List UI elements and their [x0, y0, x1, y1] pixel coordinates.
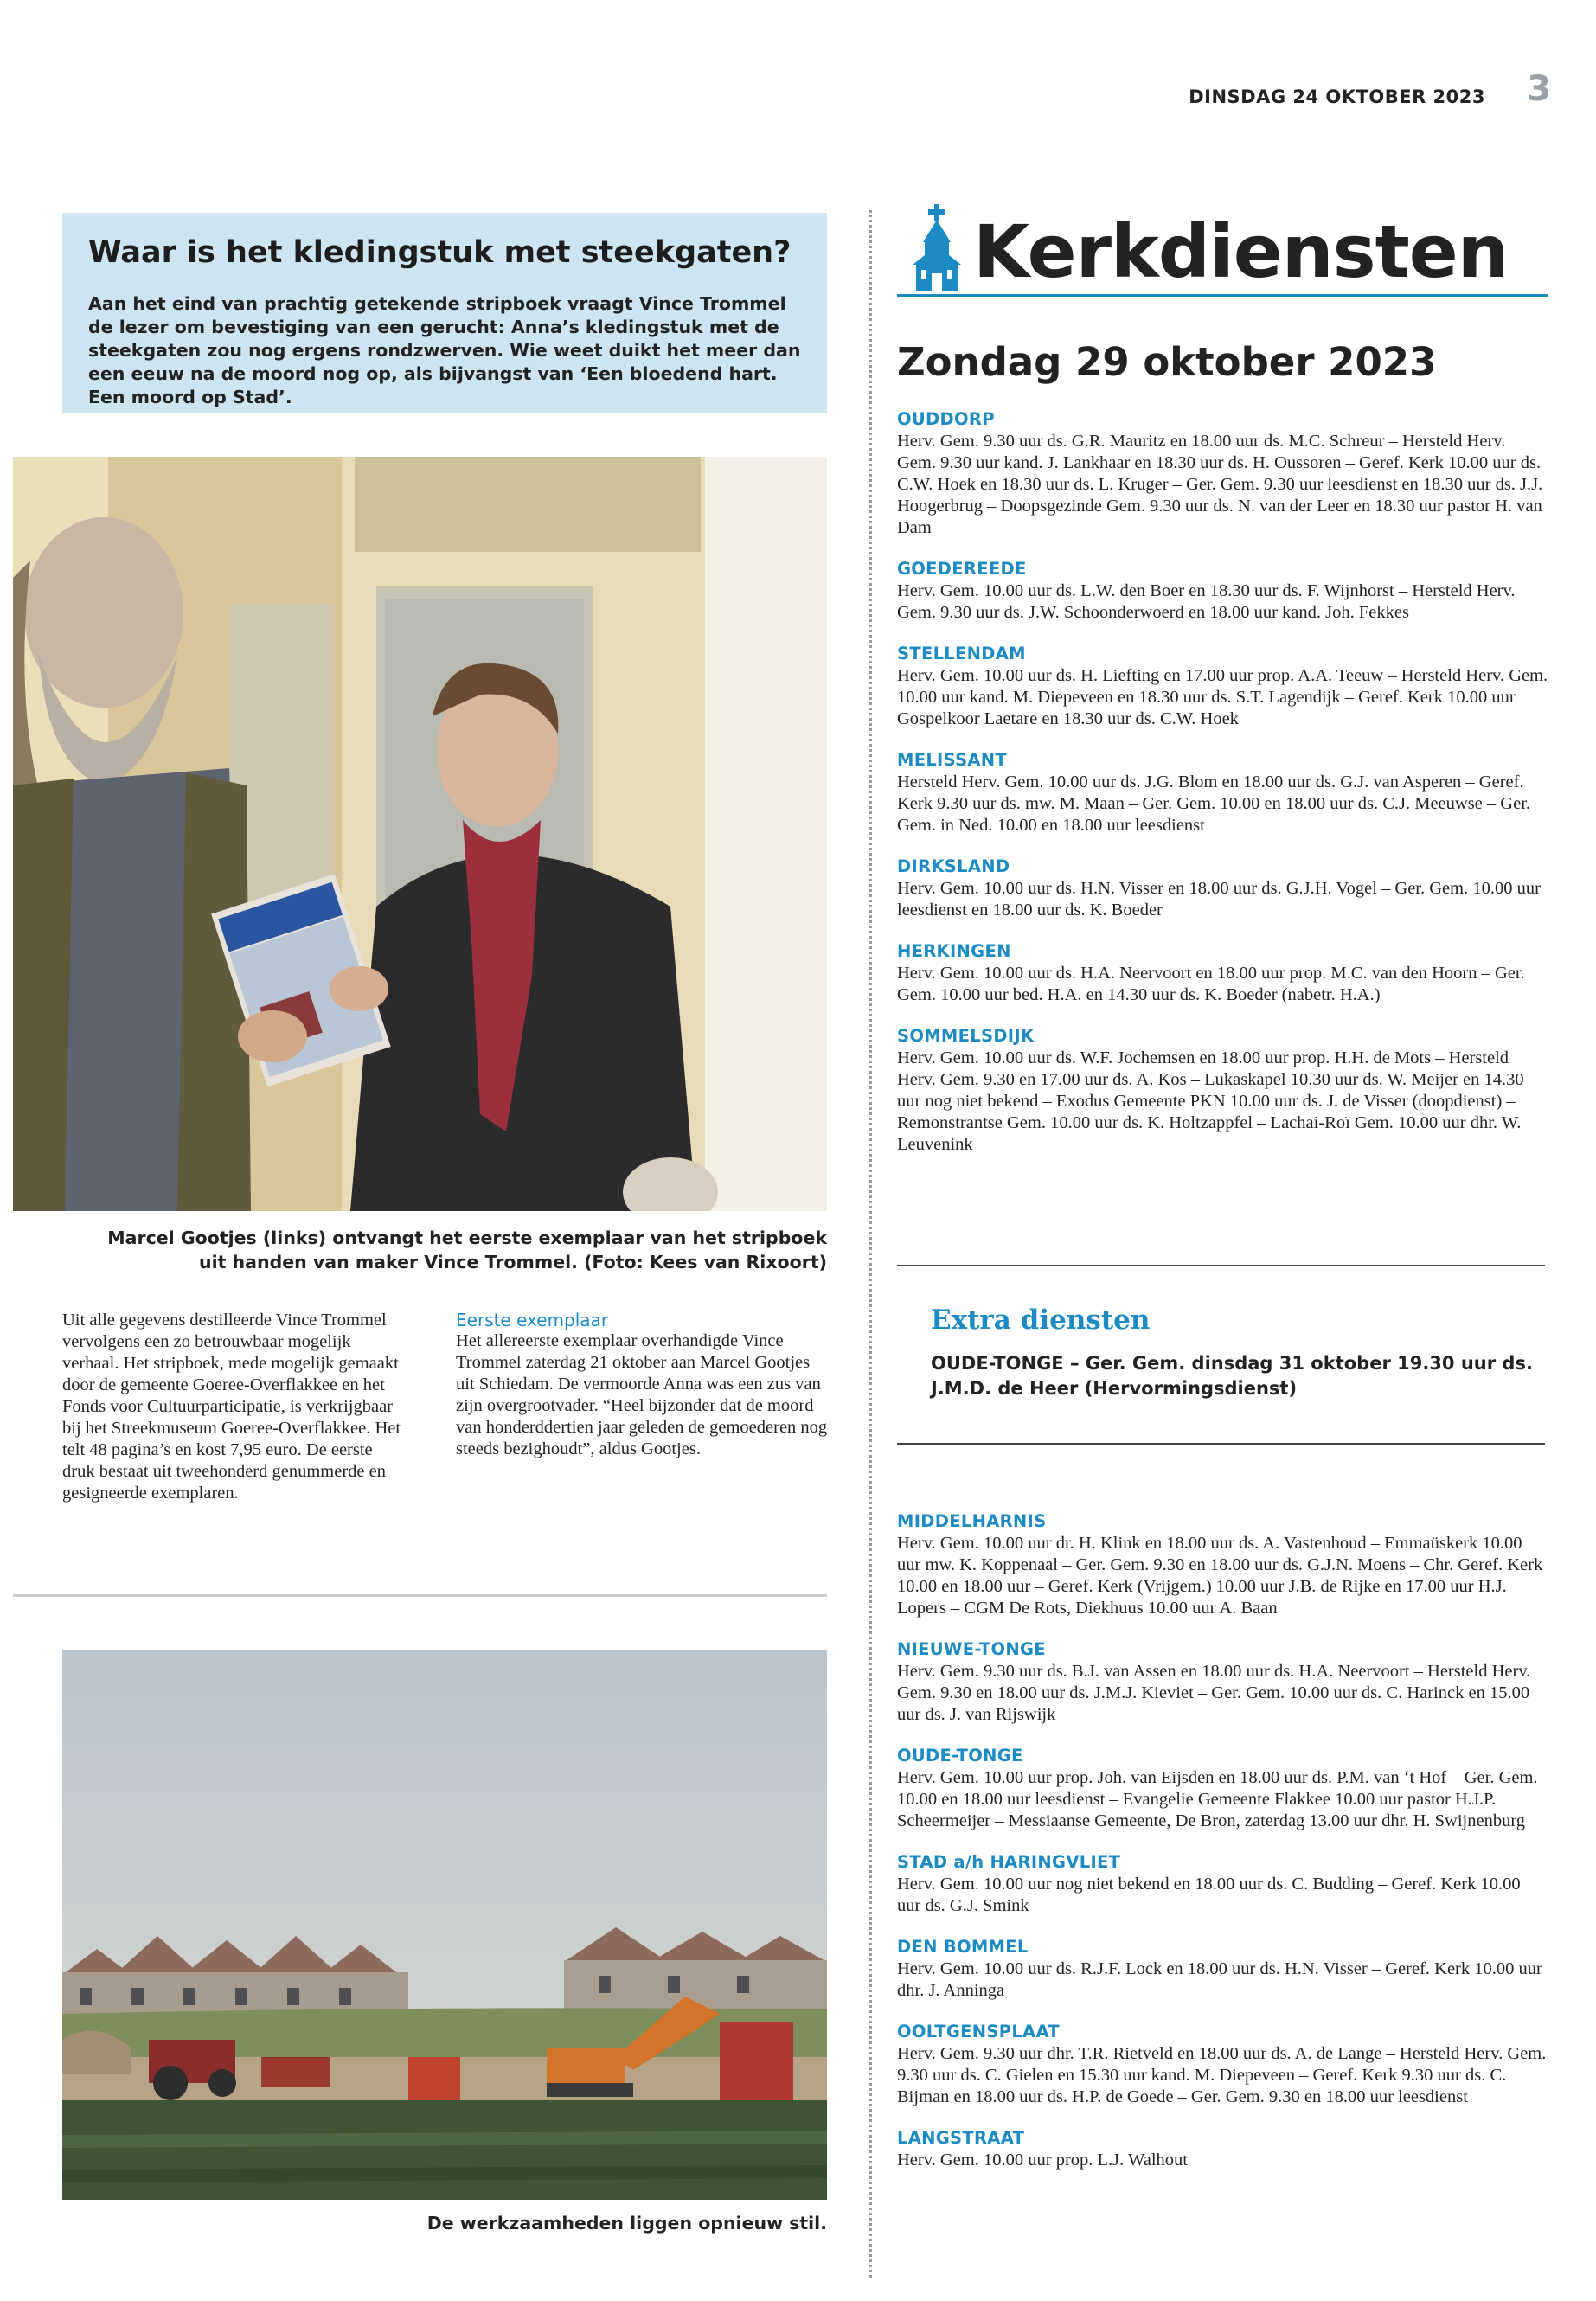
extra-services-box: [931, 1304, 1536, 1401]
article-column-2-text: Het allereerste exemplaar overhandigde Vince Trommel zaterdag 21 oktober aan Marcel Gootjes uit Schiedam. De vermoorde Anna was een zus van zijn overgrootvader. “Heel bijzonder dat de moord van honderddertien jaar geleden de gemoederen nog steeds bezighoudt”, aldus Gootjes.: [456, 1331, 828, 1458]
section-rule: [897, 294, 1548, 297]
services-list-top: [897, 408, 1548, 1175]
info-box-title: Waar is het kledingstuk met steekgaten?: [88, 235, 792, 270]
services-list-bottom: [897, 1510, 1548, 2190]
section-title: Kerkdiensten: [973, 209, 1509, 294]
service-entry: [897, 1638, 1548, 1726]
extra-divider-top: [897, 1265, 1545, 1266]
service-entry: [897, 2127, 1548, 2171]
service-text: Herv. Gem. 10.00 uur ds. H. Liefting en 17.00 uur prop. A.A. Teeuw – Hersteld Herv. Gem. 10.00 uur kand. M. Diepeveen en 18.30 uur ds. S.T. Lagendijk – Geref. Kerk 10.00 uur Gospelkoor Laetare en 18.30 uur ds. C.W. Hoek: [897, 666, 1548, 728]
service-text: Herv. Gem. 10.00 uur prop. L.J. Walhout: [897, 2150, 1188, 2170]
photo-book-handover: [13, 457, 827, 1211]
service-place: HERKINGEN: [897, 941, 1011, 961]
column-divider: [869, 210, 872, 2278]
photo-caption: Marcel Gootjes (links) ontvangt het eerste exemplaar van het stripboek uit handen van maker Vince Trommel. (Foto: Kees van Rixoort): [107, 1227, 827, 1272]
service-place: SOMMELSDIJK: [897, 1026, 1035, 1046]
service-place: STAD a/h HARINGVLIET: [897, 1852, 1121, 1872]
services-date: Zondag 29 oktober 2023: [897, 339, 1437, 385]
service-entry: [897, 408, 1548, 539]
service-place: LANGSTRAAT: [897, 2128, 1025, 2148]
section-divider: [13, 1594, 827, 1597]
service-text: Herv. Gem. 10.00 uur nog niet bekend en 18.00 uur ds. C. Budding – Geref. Kerk 10.00 uur ds. G.J. Smink: [897, 1875, 1521, 1915]
info-box: [62, 213, 827, 413]
service-place: MELISSANT: [897, 750, 1008, 770]
section-header: [913, 204, 1509, 294]
service-place: MIDDELHARNIS: [897, 1511, 1047, 1531]
service-place: NIEUWE-TONGE: [897, 1639, 1046, 1659]
service-place: OOLTGENSPLAAT: [897, 2022, 1060, 2041]
church-icon: [913, 204, 961, 291]
service-place: DEN BOMMEL: [897, 1937, 1029, 1957]
page-number: 3: [1527, 69, 1551, 109]
service-entry: [897, 940, 1548, 1006]
service-entry: [897, 1510, 1548, 1619]
service-entry: [897, 1936, 1548, 2002]
photo-construction-site: [62, 1650, 827, 2200]
service-entry: [897, 1745, 1548, 1832]
service-entry: [897, 749, 1548, 836]
service-entry: [897, 643, 1548, 730]
service-text: Herv. Gem. 10.00 uur ds. R.J.F. Lock en 18.00 uur ds. H.N. Visser – Geref. Kerk 10.00 uur dhr. J. Anninga: [897, 1959, 1542, 2000]
article-column-1: Uit alle gegevens destilleerde Vince Trommel vervolgens een zo betrouwbaar mogelijk verhaal. Het stripboek, mede mogelijk gemaakt door de gemeente Goeree-Overflakkee en het Fonds voor Cultuurparticipatie, is verkrijgbaar bij het Streekmuseum Goeree-Overflakkee. Het telt 48 pagina’s en kost 7,95 euro. De eerste druk bestaat uit tweehonderd genummerde en gesigneerde exemplaren.: [62, 1311, 401, 1503]
service-text: Herv. Gem. 10.00 uur dr. H. Klink en 18.00 uur ds. A. Vastenhoud – Emmaüskerk 10.00 uur mw. K. Koppenaal – Ger. Gem. 9.30 en 18.00 uur ds. G.J.N. Moens – Chr. Geref. Kerk 10.00 en 18.00 uur – Geref. Kerk (Vrijgem.) 10.00 uur J.B. de Rijke en 17.00 uur H.J. Lopers – CGM De Rots, Diekhuus 10.00 uur A. Baan: [897, 1534, 1543, 1618]
photo-caption-2: De werkzaamheden liggen opnieuw stil.: [426, 2213, 827, 2234]
service-text: Herv. Gem. 9.30 uur ds. G.R. Mauritz en 18.00 uur ds. M.C. Schreur – Hersteld Herv. Gem. 9.30 uur kand. J. Lankhaar en 18.30 uur ds. H. Oussoren – Geref. Kerk 10.00 uur ds. C.W. Hoek en 18.30 uur ds. L. Kruger – Ger. Gem. 9.30 uur leesdienst en 18.30 uur ds. J.J. Hoogerbrug – Doopsgezinde Gem. 9.30 uur ds. N. van der Leer en 18.30 uur pastor H. van Dam: [897, 432, 1543, 537]
extra-divider-bottom: [897, 1443, 1545, 1445]
service-text: Herv. Gem. 9.30 uur ds. B.J. van Assen en 18.00 uur ds. H.A. Neervoort – Hersteld Herv. Gem. 9.30 en 18.00 uur ds. J.M.J. Kieviet – Ger. Gem. 10.00 uur ds. C. Harinck en 15.00 uur ds. J. van Rijswijk: [897, 1662, 1531, 1724]
service-place: GOEDEREEDE: [897, 559, 1027, 579]
service-entry: [897, 558, 1548, 624]
extra-services-title: Extra diensten: [931, 1304, 1151, 1336]
service-text: Herv. Gem. 9.30 uur dhr. T.R. Rietveld en 18.00 uur ds. A. de Lange – Hersteld Herv. Gem. 9.30 uur ds. C. Gielen en 15.30 uur kand. M. Diepeveen – Geref. Kerk 9.30 uur ds. C. Bijman en 18.00 uur ds. H.P. de Goede – Ger. Gem. 9.30 en 18.00 uur leesdienst: [897, 2044, 1547, 2106]
service-place: STELLENDAM: [897, 644, 1026, 663]
extra-services-text: OUDE-TONGE – Ger. Gem. dinsdag 31 oktober 19.30 uur ds. J.M.D. de Heer (Hervormingsdienst): [931, 1353, 1533, 1399]
service-text: Herv. Gem. 10.00 uur ds. H.A. Neervoort en 18.00 uur prop. M.C. van den Hoorn – Ger. Gem. 10.00 uur bed. H.A. en 14.30 uur ds. K. Boeder (nabetr. H.A.): [897, 964, 1525, 1004]
service-place: OUDDORP: [897, 409, 995, 429]
page-date: DINSDAG 24 OKTOBER 2023: [1189, 87, 1485, 107]
service-entry: [897, 2021, 1548, 2108]
service-place: DIRKSLAND: [897, 856, 1010, 876]
service-entry: [897, 1025, 1548, 1156]
article-subheading: Eerste exemplaar: [456, 1310, 609, 1330]
service-place: OUDE-TONGE: [897, 1746, 1023, 1766]
service-text: Herv. Gem. 10.00 uur ds. W.F. Jochemsen en 18.00 uur prop. H.H. de Mots – Hersteld Herv. Gem. 9.30 en 17.00 uur ds. A. Kos – Lukaskapel 10.30 uur ds. W. Meijer en 14.30 uur nog niet bekend – Exodus Gemeente PKN 10.00 uur ds. J. de Visser (doopdienst) – Remonstrantse Gem. 10.00 uur ds. K. Holtzappfel – Lachai-Roï Gem. 10.00 uur dhr. W. Leuvenink: [897, 1048, 1524, 1154]
service-text: Hersteld Herv. Gem. 10.00 uur ds. J.G. Blom en 18.00 uur ds. G.J. van Asperen – Geref. Kerk 9.30 uur ds. mw. M. Maan – Ger. Gem. 10.00 en 18.00 uur ds. C.J. Meeuwse – Ger. Gem. in Ned. 10.00 en 18.00 uur leesdienst: [897, 772, 1531, 835]
info-box-body: Aan het eind van prachtig getekende stripboek vraagt Vince Trommel de lezer om bevestiging van een gerucht: Anna’s kledingstuk met de steekgaten zou nog ergens rondzwerven. Wie weet duikt het meer dan een eeuw na de moord nog op, als bijvangst van ‘Een bloedend hart. Een moord op Stad’.: [88, 293, 801, 407]
service-entry: [897, 856, 1548, 921]
service-entry: [897, 1851, 1548, 1917]
article-column-2: [456, 1310, 828, 1460]
service-text: Herv. Gem. 10.00 uur prop. Joh. van Eijsden en 18.00 uur ds. P.M. van ‘t Hof – Ger. Gem. 10.00 en 18.00 uur leesdienst – Evangelie Gemeente Flakkee 10.00 uur pastor H.J.P. Scheermeijer – Messiaanse Gemeente, De Bron, zaterdag 13.00 uur dhr. H. Swijnenburg: [897, 1768, 1538, 1830]
service-text: Herv. Gem. 10.00 uur ds. L.W. den Boer en 18.30 uur ds. F. Wijnhorst – Hersteld Herv. Gem. 9.30 uur ds. J.W. Schoonderwoerd en 18.00 uur kand. Joh. Fekkes: [897, 581, 1516, 622]
service-text: Herv. Gem. 10.00 uur ds. H.N. Visser en 18.00 uur ds. G.J.H. Vogel – Ger. Gem. 10.00 uur leesdienst en 18.00 uur ds. K. Boeder: [897, 879, 1541, 920]
